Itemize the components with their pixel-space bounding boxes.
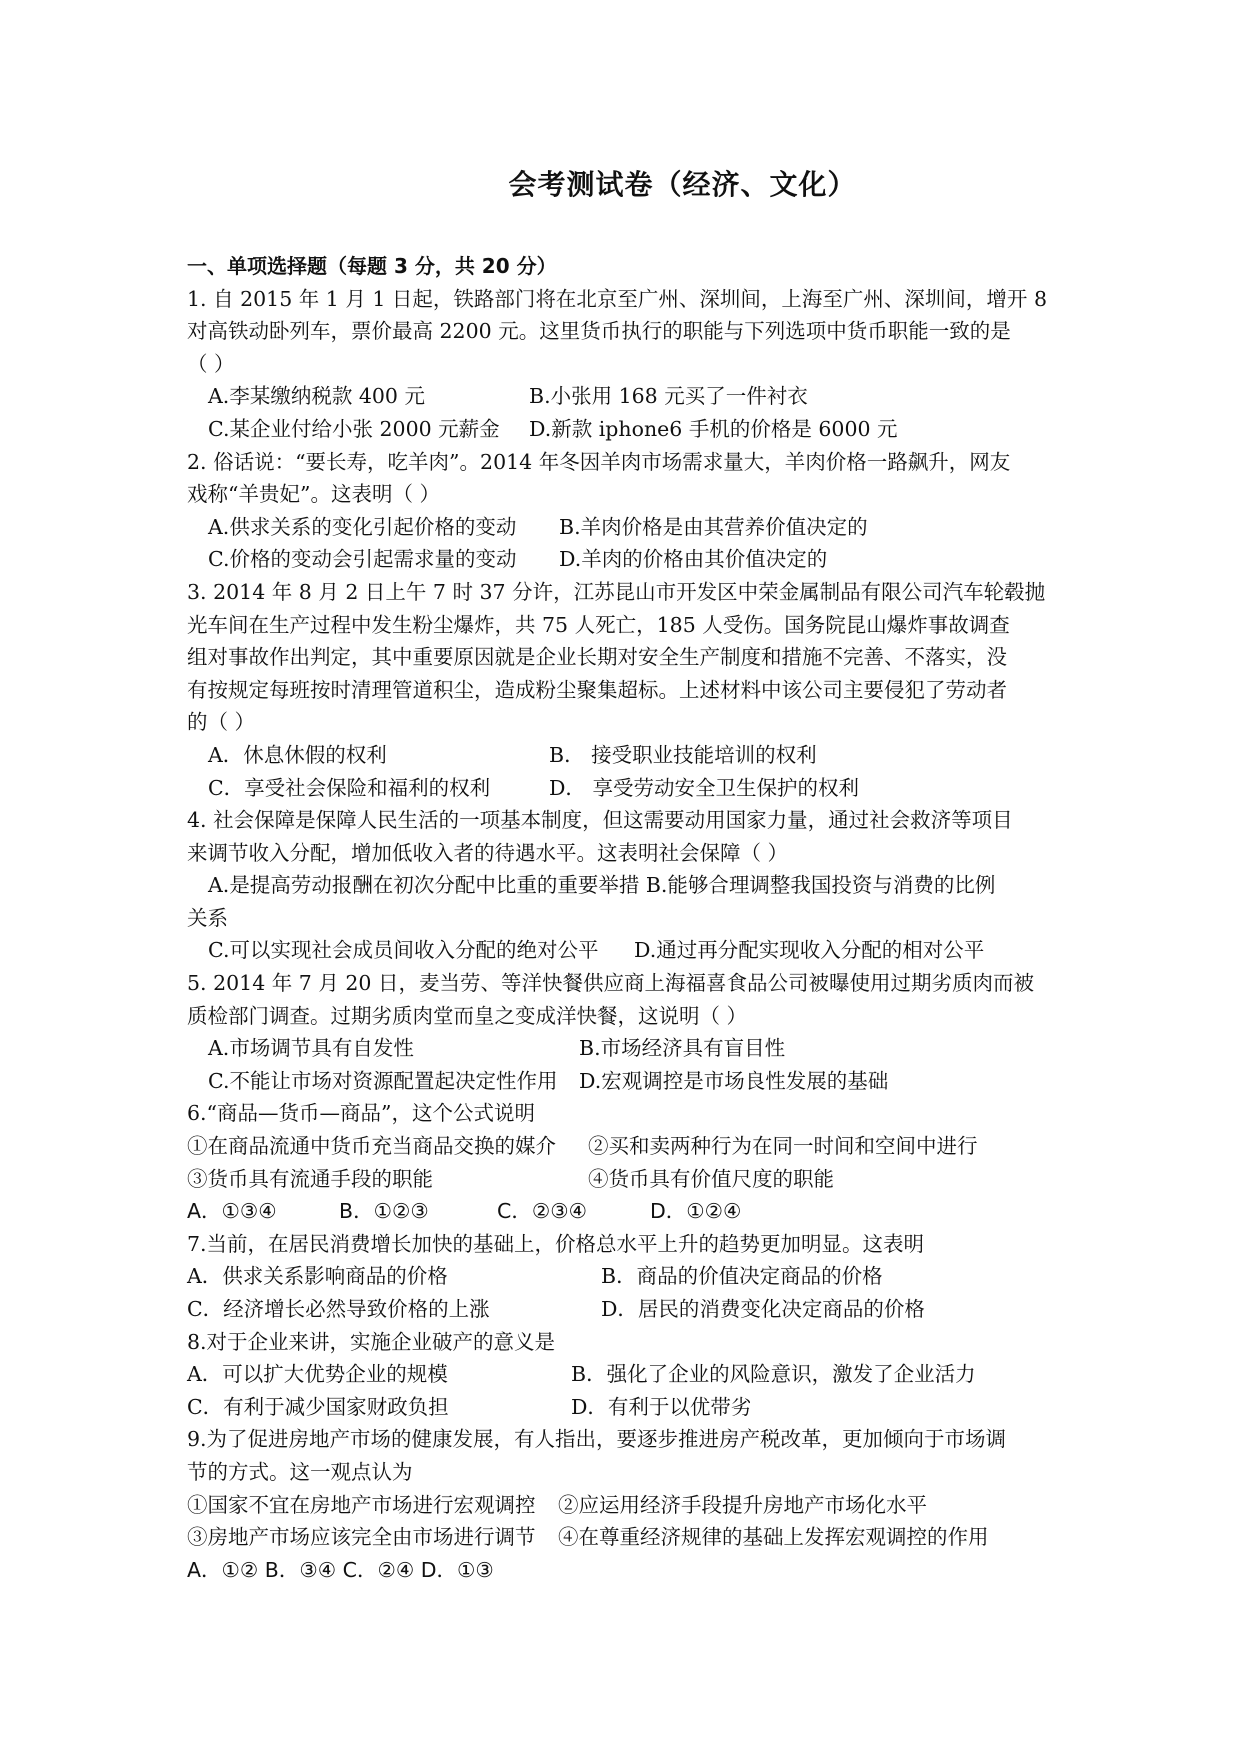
question-7-stem: 7.当前，在居民消费增长加快的基础上，价格总水平上升的趋势更加明显。这表明: [187, 1231, 925, 1256]
statement-4: ④货币具有价值尺度的职能: [588, 1166, 834, 1191]
question-1-line: 对高铁动卧列车，票价最高 2200 元。这里货币执行的职能与下列选项中货币职能一致的是: [187, 319, 1011, 344]
option-b: B． 接受职业技能培训的权利: [549, 742, 817, 767]
option-a: A.李某缴纳税款 400 元: [208, 384, 425, 409]
question-5-line: 质检部门调查。过期劣质肉堂而皇之变成洋快餐，这说明（ ）: [187, 1003, 748, 1028]
question-7-options-row: [187, 1260, 1067, 1293]
option-d: D． 享受劳动安全卫生保护的权利: [549, 775, 859, 800]
question-6-answers-row: [187, 1195, 1067, 1228]
statement-1: ①在商品流通中货币充当商品交换的媒介: [187, 1134, 556, 1159]
question-1-line: （ ）: [187, 351, 235, 376]
question-7-options-row: [187, 1293, 1067, 1326]
option-d: D．居民的消费变化决定商品的价格: [601, 1297, 925, 1321]
section-heading: 一、单项选择题（每题 3 分，共 20 分）: [187, 254, 557, 278]
exam-content: [187, 250, 1067, 1586]
question-3-line: 的（ ）: [187, 710, 256, 735]
question-2-line: 戏称“羊贵妃”。这表明（ ）: [187, 482, 440, 507]
option-b: B．商品的价值决定商品的价格: [601, 1264, 883, 1289]
question-9-line: 9.为了促进房地产市场的健康发展，有人指出，要逐步推进房产税改革，更加倾向于市场调: [187, 1427, 1007, 1452]
question-3: [187, 576, 1067, 804]
option-c: C.某企业付给小张 2000 元薪金: [208, 416, 500, 441]
option-d: D．①②④: [650, 1199, 742, 1224]
question-6: [187, 1097, 1067, 1227]
statement-2: ②买和卖两种行为在同一时间和空间中进行: [588, 1134, 978, 1159]
option-b: B.小张用 168 元买了一件衬衣: [529, 384, 808, 409]
question-6-statements-row: [187, 1130, 1067, 1163]
question-6-statements-row: [187, 1163, 1067, 1196]
option-b: B.市场经济具有盲目性: [579, 1036, 786, 1061]
question-8-options-row: [187, 1391, 1067, 1424]
option-c: C．有利于减少国家财政负担: [187, 1394, 449, 1419]
question-4-options-row: [187, 934, 1067, 967]
question-4-options-ab-wrap: 关系: [187, 905, 228, 930]
option-d: D.羊肉的价格由其价值决定的: [559, 547, 828, 572]
question-8-stem: 8.对于企业来讲，实施企业破产的意义是: [187, 1329, 556, 1354]
option-d: D.新款 iphone6 手机的价格是 6000 元: [529, 416, 898, 441]
option-c: C．经济增长必然导致价格的上涨: [187, 1297, 490, 1321]
question-8: [187, 1326, 1067, 1424]
question-3-line: 3. 2014 年 8 月 2 日上午 7 时 37 分许，江苏昆山市开发区中荣金属制品有限公司汽车轮毂抛: [187, 579, 1046, 604]
option-b: B．强化了企业的风险意识，激发了企业活力: [571, 1362, 976, 1387]
option-b: B．①②③: [339, 1199, 429, 1224]
option-c: C.可以实现社会成员间收入分配的绝对公平: [208, 938, 599, 963]
question-1-line: 1. 自 2015 年 1 月 1 日起，铁路部门将在北京至广州、深圳间，上海至广州、深圳间，增开 8: [187, 286, 1047, 311]
question-9-statements-row: [187, 1489, 1067, 1522]
question-3-options-row: [187, 772, 1067, 805]
option-d: D．有利于以优带劣: [571, 1394, 752, 1419]
question-4-line: 来调节收入分配，增加低收入者的待遇水平。这表明社会保障（ ）: [187, 840, 789, 865]
page-title: 会考测试卷（经济、文化）: [508, 168, 857, 201]
question-2-options-row: [187, 543, 1067, 576]
question-9: [187, 1423, 1067, 1586]
question-8-options-row: [187, 1358, 1067, 1391]
question-9-answers: A．①② B．③④ C．②④ D．①③: [187, 1557, 494, 1582]
option-a: A．①③④: [187, 1199, 277, 1224]
question-1-options-row: [187, 380, 1067, 413]
question-7: [187, 1228, 1067, 1326]
question-9-statements-row: [187, 1521, 1067, 1554]
question-5-options-row: [187, 1065, 1067, 1098]
option-a: A.供求关系的变化引起价格的变动: [208, 514, 517, 539]
option-c: C.不能让市场对资源配置起决定性作用: [208, 1068, 558, 1093]
question-2-options-row: [187, 511, 1067, 544]
option-c: C.价格的变动会引起需求量的变动: [208, 547, 517, 572]
question-6-stem: 6.“商品—货币—商品”，这个公式说明: [187, 1101, 536, 1126]
question-5-line: 5. 2014 年 7 月 20 日，麦当劳、等洋快餐供应商上海福喜食品公司被曝使用过期劣质肉而被: [187, 971, 1034, 996]
option-d: D.通过再分配实现收入分配的相对公平: [634, 938, 985, 963]
statement-4: ④在尊重经济规律的基础上发挥宏观调控的作用: [558, 1525, 989, 1550]
question-3-options-row: [187, 739, 1067, 772]
question-3-line: 有按规定每班按时清理管道积尘，造成粉尘聚集超标。上述材料中该公司主要侵犯了劳动者: [187, 677, 1007, 702]
option-a: A．可以扩大优势企业的规模: [187, 1362, 448, 1387]
option-a: A．供求关系影响商品的价格: [187, 1264, 448, 1289]
question-3-line: 光车间在生产过程中发生粉尘爆炸，共 75 人死亡，185 人受伤。国务院昆山爆炸事故调查: [187, 612, 1010, 637]
option-c: C．②③④: [497, 1199, 587, 1224]
option-b: B.羊肉价格是由其营养价值决定的: [559, 514, 868, 539]
statement-3: ③房地产市场应该完全由市场进行调节: [187, 1525, 536, 1550]
question-2-line: 2. 俗话说：“要长寿，吃羊肉”。2014 年冬因羊肉市场需求量大，羊肉价格一路飙升，网友: [187, 449, 1011, 474]
question-5-options-row: [187, 1032, 1067, 1065]
question-4-options-ab: A.是提高劳动报酬在初次分配中比重的重要举措 B.能够合理调整我国投资与消费的比例: [208, 873, 996, 898]
question-4-line: 4. 社会保障是保障人民生活的一项基本制度，但这需要动用国家力量，通过社会救济等项目: [187, 808, 1013, 833]
question-1-options-row: [187, 413, 1067, 446]
option-a: A．休息休假的权利: [208, 742, 387, 767]
statement-2: ②应运用经济手段提升房地产市场化水平: [558, 1492, 927, 1517]
question-4: [187, 804, 1067, 967]
question-1: [187, 283, 1067, 446]
option-d: D.宏观调控是市场良性发展的基础: [579, 1068, 889, 1093]
option-a: A.市场调节具有自发性: [208, 1036, 414, 1061]
statement-3: ③货币具有流通手段的职能: [187, 1166, 433, 1191]
question-3-line: 组对事故作出判定，其中重要原因就是企业长期对安全生产制度和措施不完善、不落实，没: [187, 645, 1007, 670]
statement-1: ①国家不宜在房地产市场进行宏观调控: [187, 1492, 536, 1517]
question-5: [187, 967, 1067, 1097]
option-c: C．享受社会保险和福利的权利: [208, 775, 491, 800]
question-2: [187, 446, 1067, 576]
question-9-line: 节的方式。这一观点认为: [187, 1459, 413, 1484]
